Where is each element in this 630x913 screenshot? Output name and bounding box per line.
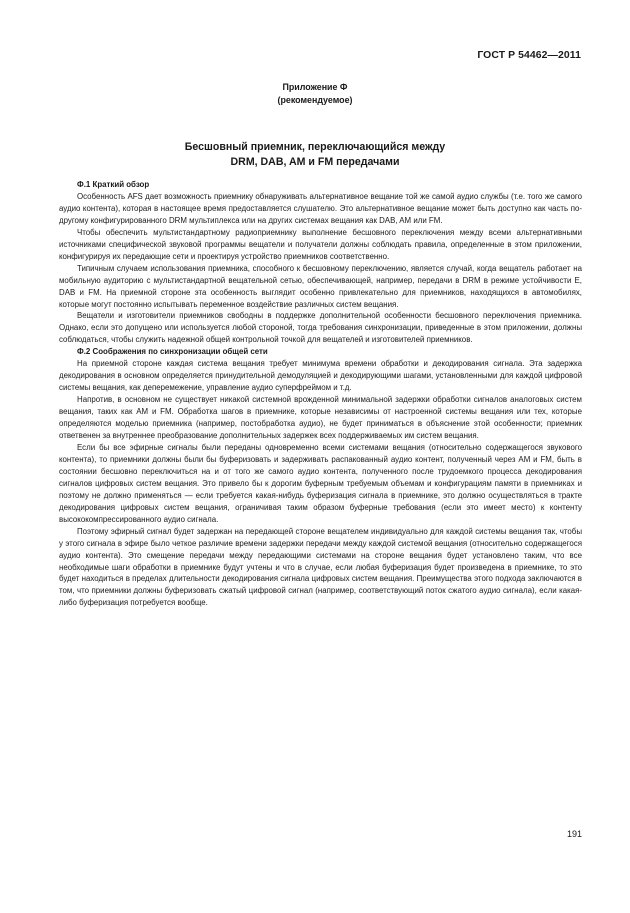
document-body bbox=[59, 179, 582, 609]
paragraph: На приемной стороне каждая система вещания требует минимума времени обработки и декодирования сигнала. Эта задержка декодирования в основном определяется принудительной демодуляцией и декодирующими шагами, установленными для каждой цифровой системы вещания, как деперемежение, управление аудио суперфреймом и т.д. bbox=[59, 359, 582, 393]
appendix-label: Приложение Ф bbox=[282, 82, 348, 92]
section-heading: Ф.1 Краткий обзор bbox=[77, 180, 150, 189]
paragraph: Поэтому эфирный сигнал будет задержан на передающей стороне вещателем индивидуально для каждой системы вещания так, чтобы у этого сигнала в эфире было четкое различие времени задержки передачи между каждой системой вещания (относительно содержащегося аудио контента). Это смещение передачи между передающими системами на стороне вещания будет установлено таким, что все необходимые шаги обработки в приемнике будут учтены и что в случае, если любая буферизация будет произведена в приемнике, то это будет находиться в пределах длительности декодирования сигнала цифровых систем вещания. Преимущества этого подхода заключаются в том, что приемники должны буферизовать сжатый цифровой сигнал (например, соответствующий поток сжатого аудио сигнала), если какая-либо буферизация потребуется вообще. bbox=[59, 526, 582, 608]
paragraph: Вещатели и изготовители приемников свободны в поддержке дополнительной особенности бесшовного переключения приемника. Однако, если это допущено или используется любой стороной, тогда требования синхронизации, приведенные в этом приложении, должны соблюдаться, чтобы служить надежной общей контрольной точкой для вещателей и изготовителей приемников. bbox=[59, 311, 582, 345]
appendix-title-line-2: DRM, DAB, AM и FM передачами bbox=[230, 156, 400, 168]
paragraph: Чтобы обеспечить мультистандартному радиоприемнику выполнение бесшовного переключения между всеми альтернативными источниками специфической звуковой программы вещатели и получатели должны соблюдать правила, определенные в этом приложении, конфигурируя их передающие сети и проектируя устройство приемников соответственно. bbox=[59, 227, 582, 261]
paragraph: Если бы все эфирные сигналы были переданы одновременно всеми системами вещания (относительно содержащегося звукового контента), то приемники должны были бы буферизовать и задерживать распакованный аудио контент, полученный через AM и FM, быть в состоянии бесшовно переключиться на и от того же самого аудио контента, полученного после трудоемкого процесса декодирования сигналов цифровых систем вещания. Это привело бы к дорогим буферным требуемым объемам и конфигурациям памяти в приемниках и поэтому не должно применяться — если требуется какая-нибудь буферизация сигнала в приемнике, это должно осуществляться в тракте декодирования цифровых систем вещания, ограничивая таким образом буферные требования (если это имеет место) к контенту высококомпрессированного аудио сигнала. bbox=[59, 442, 582, 524]
paragraph: Типичным случаем использования приемника, способного к бесшовному переключению, является случай, когда вещатель работает на мобильную аудиторию с мультистандартной вещательной сетью, обеспечивающей, например, передачи в DRM в режиме устойчивости E, DAB и FM. На приемной стороне эта особенность выглядит особенно привлекательно для приемников, находящихся в автомобилях, которые могут постоянно испытывать переменное воздействие различных систем вещания. bbox=[59, 263, 582, 309]
appendix-title-line-1: Бесшовный приемник, переключающийся между bbox=[184, 141, 446, 153]
section-heading: Ф.2 Соображения по синхронизации общей сети bbox=[77, 347, 268, 357]
appendix-status: (рекомендуемое) bbox=[277, 95, 353, 105]
standard-number: ГОСТ Р 54462—2011 bbox=[477, 50, 581, 61]
page-number: 191 bbox=[566, 829, 582, 839]
paragraph: Особенность AFS дает возможность приемнику обнаруживать альтернативное вещание той же самой аудио службы (т.е. того же самого аудио контента), которая в настоящее время предоставляется слушателю. Это альтернативное вещание может быть доступно как часть по-другому конфигурированного DRM мультиплекса или на других системах вещания как DAB, AM или FM. bbox=[59, 191, 582, 225]
paragraph: Напротив, в основном не существует никакой системной врожденной минимальной задержки обработки сигналов аналоговых систем вещания, таких как AM и FM. Обработка шагов в приемнике, которые независимы от настроенной системы вещания или тех, которые определяются моделью приемника (например, постобработка аудио), не будет приниматься в объяснение этой особенности; приемник ответвенен за внутреннее преобразование дополнительных задержек всех поддерживаемых им систем вещания. bbox=[59, 395, 582, 441]
